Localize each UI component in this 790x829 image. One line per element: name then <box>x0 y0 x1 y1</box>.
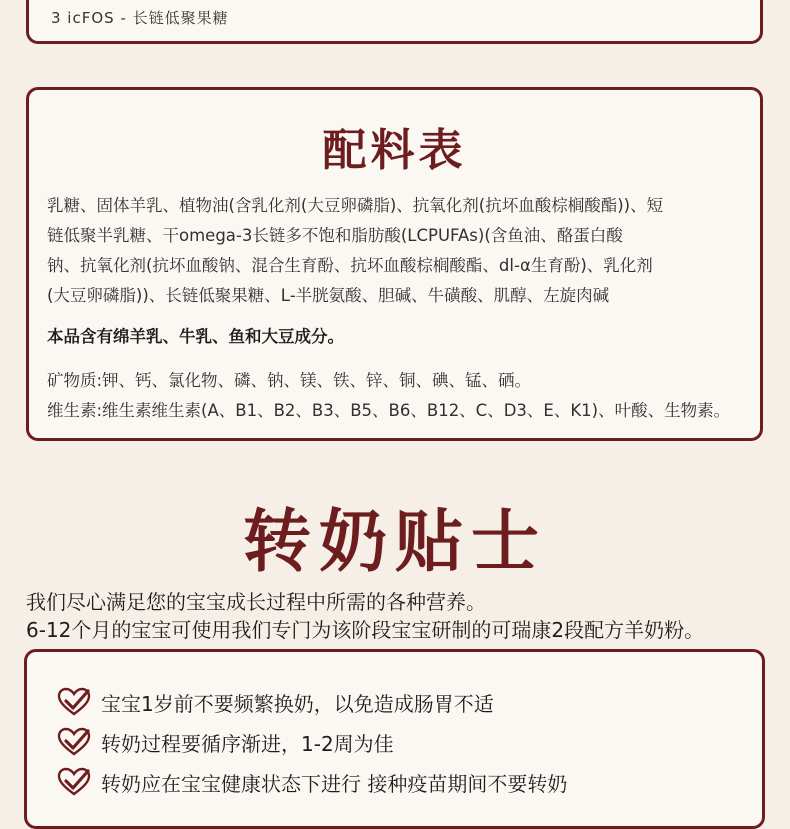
ingredients-card <box>26 87 763 441</box>
minerals-line: 矿物质:钾、钙、氯化物、磷、钠、镁、铁、锌、铜、碘、锰、硒。 <box>47 371 532 390</box>
vitamins-line: 维生素:维生素维生素(A、B1、B2、B3、B5、B6、B12、C、D3、E、K1)、叶酸、生物素。 <box>47 401 731 420</box>
oligosaccharide-line: 3 icFOS - 长链低聚果糖 <box>51 9 229 27</box>
ingredients-line: 链低聚半乳糖、干omega-3长链多不饱和脂肪酸(LCPUFAs)(含鱼油、酪蛋白酸 <box>47 226 623 245</box>
tips-card <box>24 649 765 829</box>
heart-check-icon <box>57 687 91 717</box>
ingredients-line: 乳糖、固体羊乳、植物油(含乳化剂(大豆卵磷脂)、抗氧化剂(抗坏血酸棕榈酸酯))、短 <box>47 196 664 215</box>
tip-item <box>57 725 394 759</box>
allergen-note: 本品含有绵羊乳、牛乳、鱼和大豆成分。 <box>47 327 344 346</box>
tip-item <box>57 685 494 719</box>
ingredients-line: (大豆卵磷脂))、长链低聚果糖、L-半胱氨酸、胆碱、牛磺酸、肌醇、左旋肉碱 <box>47 286 610 305</box>
heart-check-icon <box>57 767 91 797</box>
intro-line-2: 6-12个月的宝宝可使用我们专门为该阶段宝宝研制的可瑞康2段配方羊奶粉。 <box>26 618 705 642</box>
tip-text: 转奶过程要循序渐进，1-2周为佳 <box>101 731 394 756</box>
ingredients-list <box>47 191 746 311</box>
tip-text: 宝宝1岁前不要频繁换奶，以免造成肠胃不适 <box>101 691 494 716</box>
intro-line-1: 我们尽心满足您的宝宝成长过程中所需的各种营养。 <box>26 590 486 614</box>
ingredients-line: 钠、抗氧化剂(抗坏血酸钠、混合生育酚、抗坏血酸棕榈酸酯、dl-α生育酚)、乳化剂 <box>47 256 653 275</box>
tips-heading: 转奶贴士 <box>242 503 547 582</box>
tip-text: 转奶应在宝宝健康状态下进行 接种疫苗期间不要转奶 <box>101 771 568 796</box>
ingredients-title: 配料表 <box>322 125 467 176</box>
tip-item <box>57 765 567 799</box>
top-info-card <box>26 0 763 44</box>
heart-check-icon <box>57 727 91 757</box>
